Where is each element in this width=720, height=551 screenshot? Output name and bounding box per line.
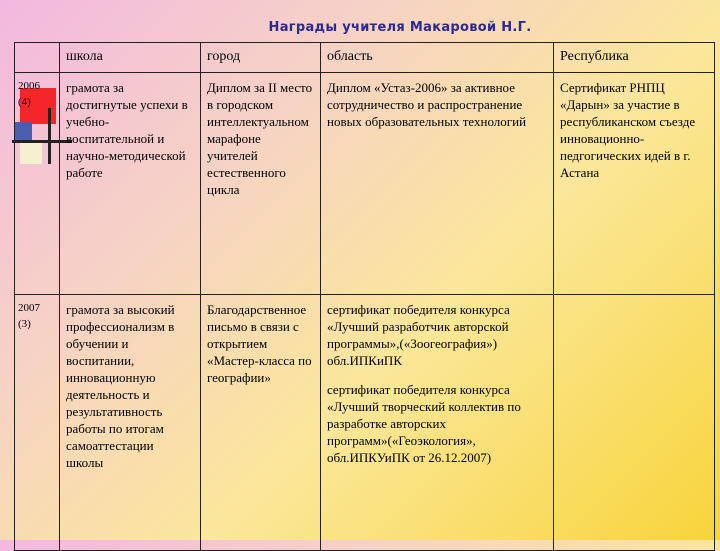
cell-region: Диплом «Устаз-2006» за активное сотрудничество и распространение новых образовательных технологий [321, 73, 554, 295]
year-cell [15, 73, 60, 295]
cell-school: грамота за достигнутые успехи в учебно-воспитательной и научно-методической работе [60, 73, 201, 295]
award-count: (3) [18, 318, 31, 330]
table-header-row [15, 43, 715, 73]
header-republic: Республика [554, 43, 715, 73]
cell-region [321, 295, 554, 551]
awards-table [14, 42, 715, 551]
cell-city: Диплом за II место в городском интеллектуальном марафоне учителей естественного цикла [201, 73, 321, 295]
table-row-2006 [15, 73, 715, 295]
year-cell [15, 295, 60, 551]
header-region: область [321, 43, 554, 73]
cell-republic: Сертификат РНПЦ «Дарын» за участие в республиканском съезде инновационно-педгогических идей в г. Астана [554, 73, 715, 295]
award-count: (4) [18, 96, 31, 108]
header-city: город [201, 43, 321, 73]
header-school: школа [60, 43, 201, 73]
cell-republic [554, 295, 715, 551]
region-certificate-1: сертификат победителя конкурса «Лучший разработчик авторской программы»,(«Зоогеография») обл.ИПКиПК [327, 302, 510, 368]
cell-city: Благодарственное письмо в связи с открытием «Мастер-класса по географии» [201, 295, 321, 551]
page-title: Награды учителя Макаровой Н.Г. [268, 20, 532, 35]
table-row-2007 [15, 295, 715, 551]
header-empty [15, 43, 60, 73]
cell-school: грамота за высокий профессионализм в обучении и воспитании, инновационную деятельность и результативность работы по итогам самоаттестации школы [60, 295, 201, 551]
region-certificate-2: сертификат победителя конкурса «Лучший творческий коллектив по разработке авторских программ»(«Геоэкология», обл.ИПКУиПК от 26.12.2007) [327, 382, 521, 465]
year-label: 2006 [18, 80, 40, 92]
year-label: 2007 [18, 302, 40, 314]
